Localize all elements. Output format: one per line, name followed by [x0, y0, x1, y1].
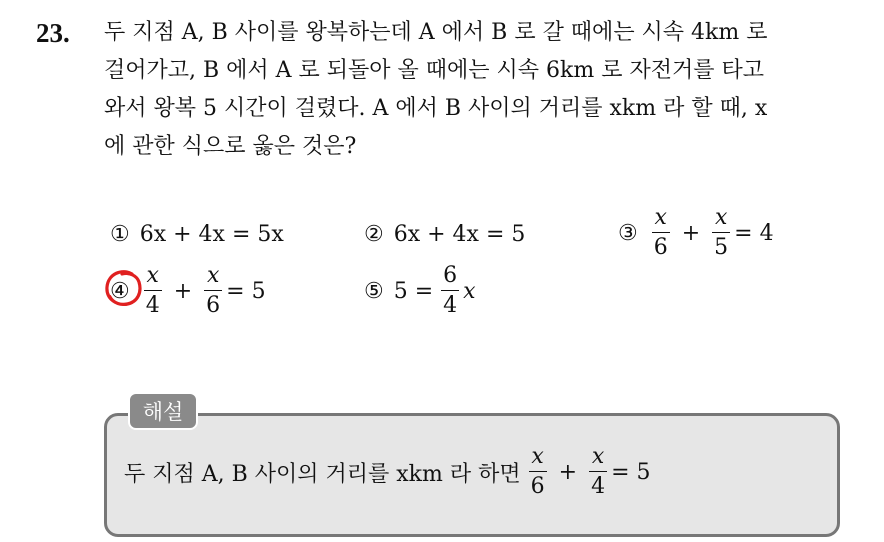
fraction-numerator: 6: [443, 263, 458, 288]
variable: x: [463, 278, 476, 304]
choice-4[interactable]: [110, 265, 266, 317]
fraction-denominator: 6: [204, 290, 222, 317]
operator: +: [681, 220, 701, 246]
fraction-denominator: 4: [441, 290, 459, 317]
explanation-content: [124, 446, 651, 498]
question-line: 두 지점 A, B 사이를 왕복하는데 A 에서 B 로 갈 때에는 시속 4km 로: [104, 20, 768, 45]
fraction: [652, 207, 670, 259]
fraction-numerator: x: [206, 263, 220, 288]
question-line: 와서 왕복 5 시간이 걸렸다. A 에서 B 사이의 거리를 xkm 라 할 때, x: [104, 96, 768, 121]
fraction-numerator: x: [531, 444, 544, 469]
equation-rhs: = 5: [226, 278, 266, 304]
choice-expression: 6x + 4x = 5: [393, 222, 526, 247]
fraction: [529, 446, 547, 498]
fraction: [144, 265, 162, 317]
choice-2[interactable]: [364, 222, 525, 247]
question-number: 23.: [36, 18, 70, 48]
operator: +: [558, 459, 578, 485]
fraction-numerator: x: [654, 205, 667, 230]
fraction-denominator: 4: [589, 471, 607, 498]
fraction-numerator: x: [591, 444, 605, 469]
choice-number: ③: [618, 220, 638, 246]
fraction-denominator: 6: [529, 471, 547, 498]
question-line: 에 관한 식으로 옳은 것은?: [104, 134, 357, 159]
explanation-label: 해설: [128, 392, 198, 430]
equation-rhs: = 4: [734, 220, 774, 246]
question-text: [104, 14, 864, 166]
choice-3[interactable]: [618, 207, 774, 259]
equation-rhs: = 5: [611, 459, 651, 485]
explanation-text: 두 지점 A, B 사이의 거리를 xkm 라 하면: [124, 461, 521, 487]
fraction-denominator: 4: [144, 290, 162, 317]
fraction: [204, 265, 222, 317]
choice-5[interactable]: [364, 265, 476, 317]
choice-number: ①: [110, 222, 130, 247]
fraction: [712, 207, 730, 259]
question-line: 걸어가고, B 에서 A 로 되돌아 올 때에는 시속 6km 로 자전거를 타고: [104, 58, 764, 83]
operator: +: [173, 278, 193, 304]
choice-1[interactable]: [110, 222, 284, 247]
choice-number: ④: [110, 278, 130, 304]
fraction-numerator: x: [714, 205, 728, 230]
choice-number: ⑤: [364, 278, 384, 304]
choice-expression: 6x + 4x = 5x: [139, 222, 284, 247]
choice-number: ②: [364, 222, 384, 247]
fraction: [441, 265, 459, 317]
equation-lhs: 5 =: [393, 278, 434, 304]
fraction-numerator: x: [146, 263, 159, 288]
fraction-denominator: 6: [652, 232, 670, 259]
fraction-denominator: 5: [712, 232, 730, 259]
fraction: [589, 446, 607, 498]
